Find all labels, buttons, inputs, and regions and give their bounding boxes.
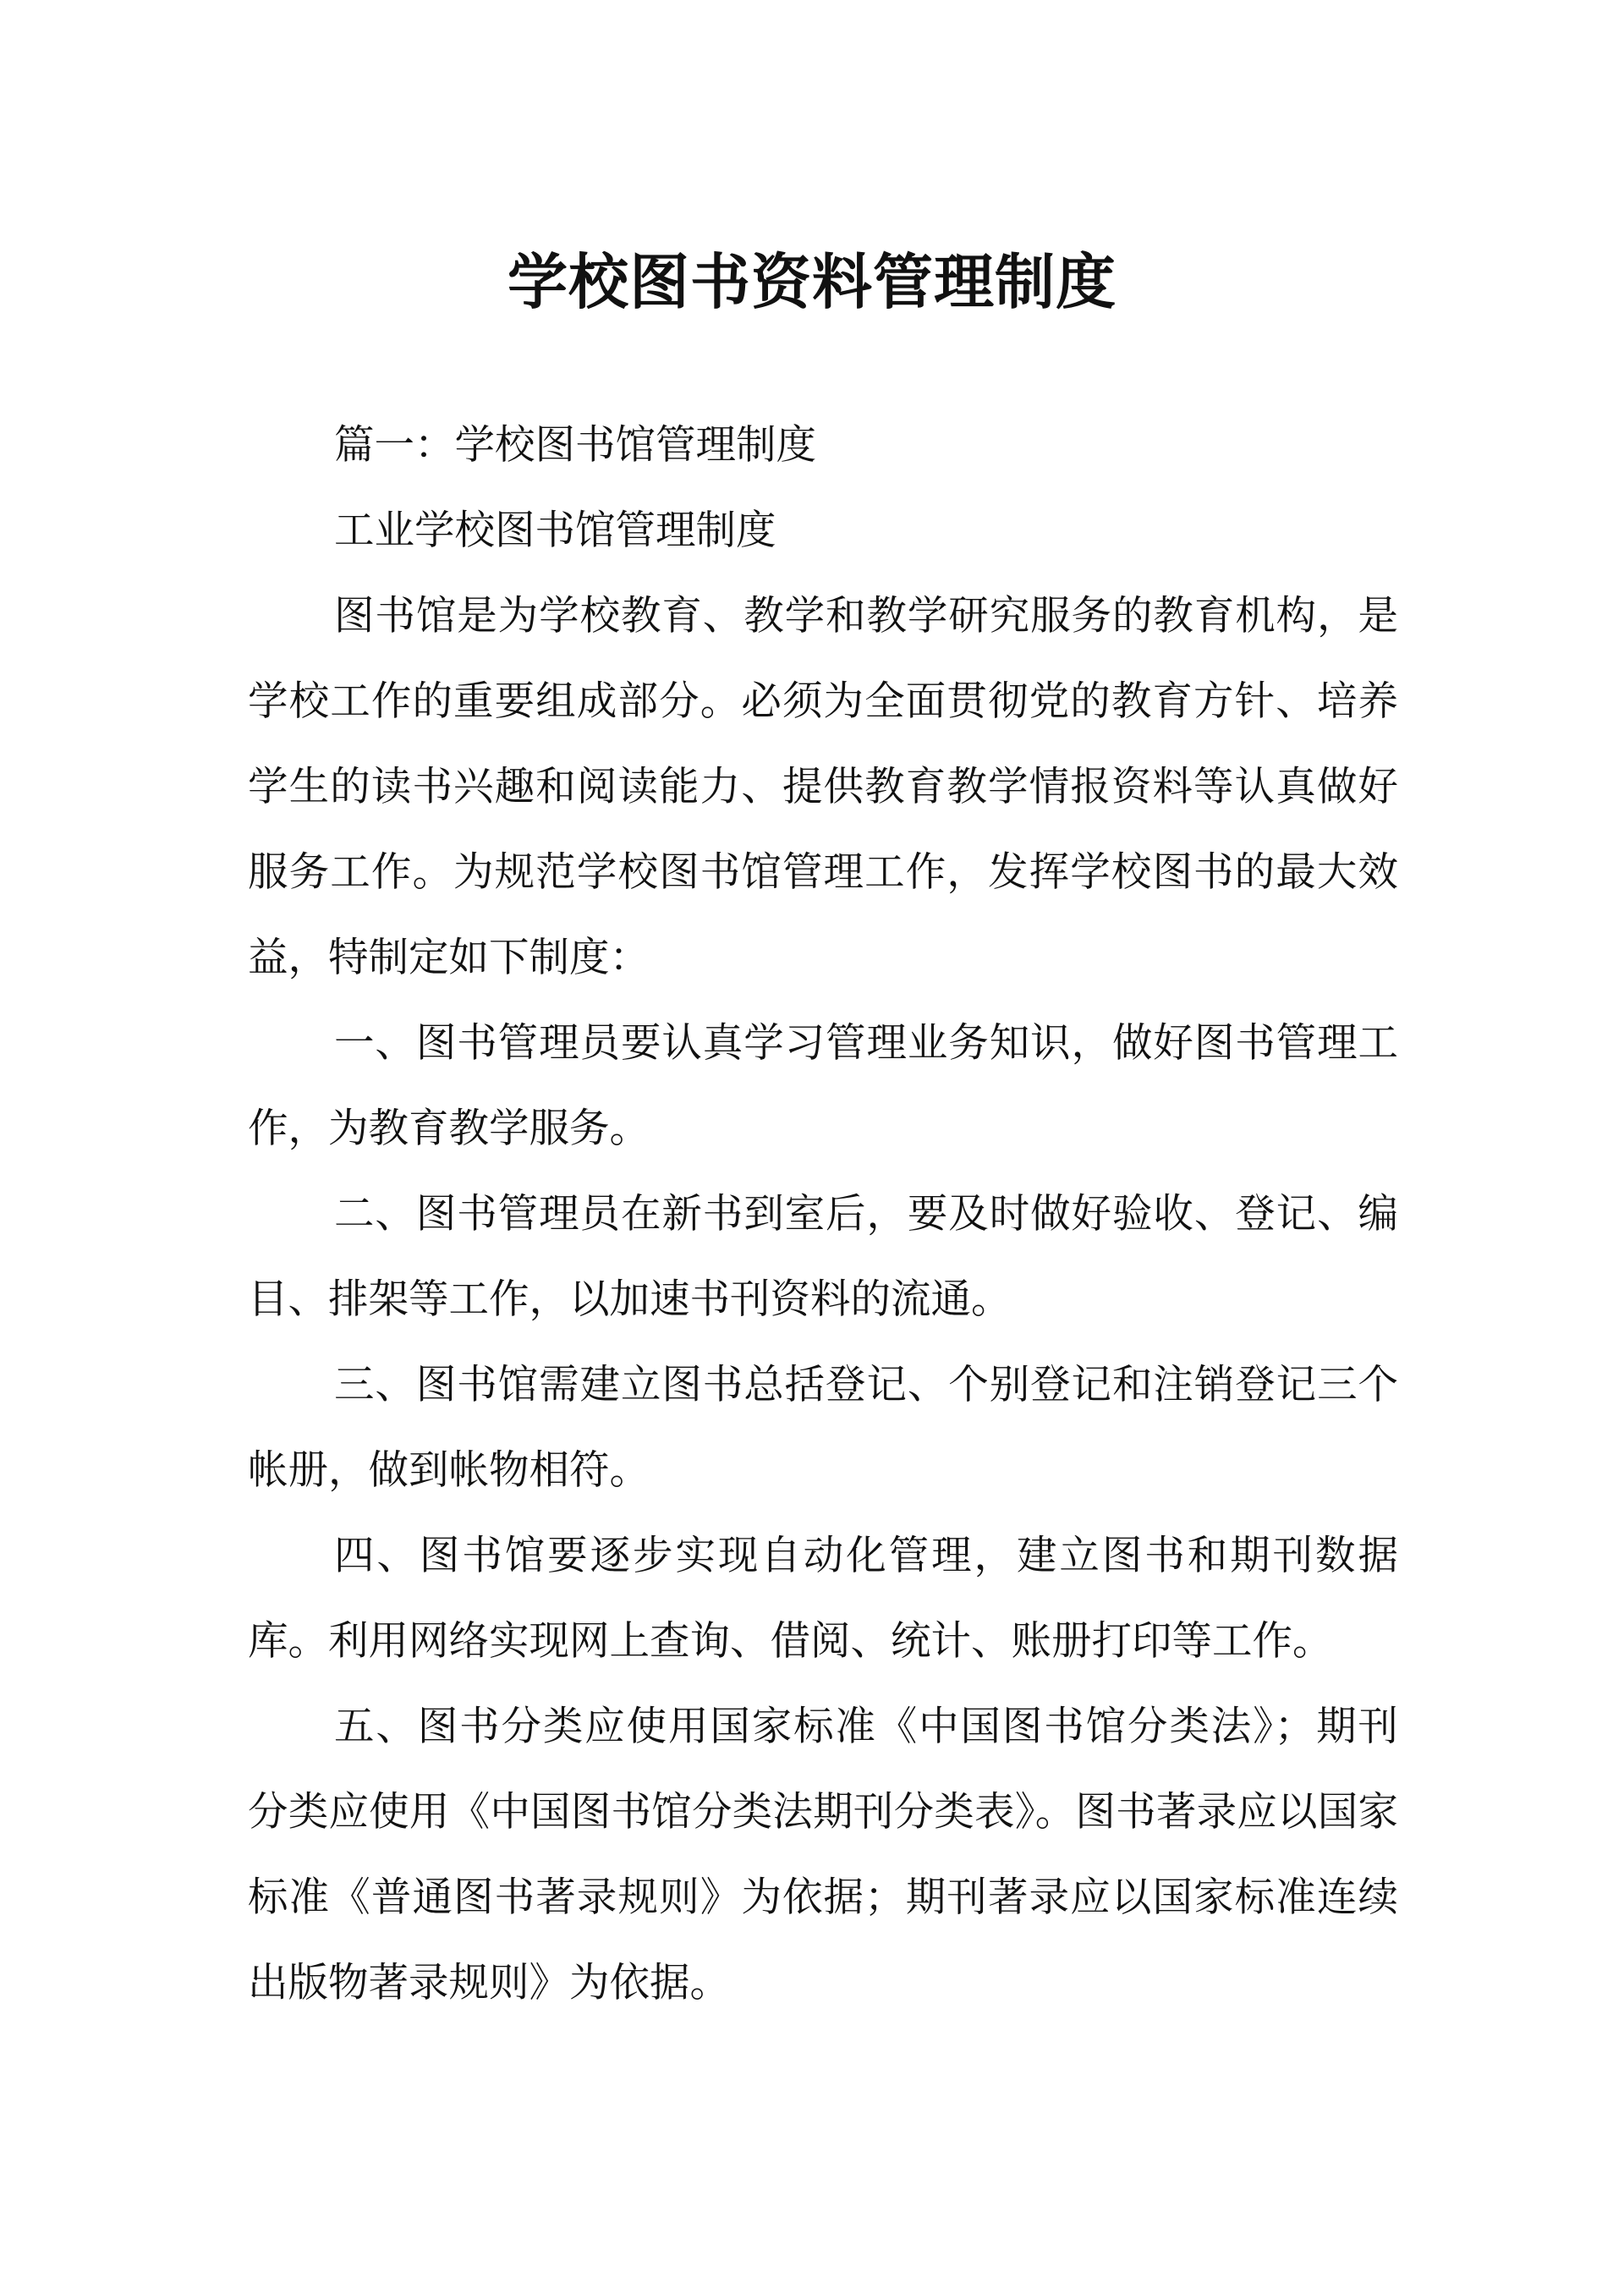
document-title: 学校图书资料管理制度 (507, 246, 1116, 317)
paragraph-rule-1: 一、图书管理员要认真学习管理业务知识，做好图书管理工作，为教育教学服务。 (248, 1020, 1398, 1152)
paragraph-rule-2: 二、图书管理员在新书到室后，要及时做好验收、登记、编目、排架等工作，以加速书刊资料的流通。 (248, 1191, 1398, 1323)
paragraph-rule-3: 三、图书馆需建立图书总括登记、个别登记和注销登记三个帐册，做到帐物相符。 (248, 1362, 1398, 1494)
paragraph-intro: 图书馆是为学校教育、教学和教学研究服务的教育机构，是学校工作的重要组成部分。必须为全面贯彻党的教育方针、培养学生的读书兴趣和阅读能力、提供教育教学情报资料等认真做好服务工作。为规范学校图书馆管理工作，发挥学校图书的最大效益，特制定如下制度： (248, 593, 1398, 981)
document-body (248, 403, 1398, 2026)
paragraph-rule-4: 四、图书馆要逐步实现自动化管理，建立图书和期刊数据库。利用网络实现网上查询、借阅、统计、账册打印等工作。 (248, 1533, 1398, 1665)
paragraph-subtitle: 工业学校图书馆管理制度 (334, 508, 776, 554)
paragraph-rule-5: 五、图书分类应使用国家标准《中国图书馆分类法》；期刊分类应使用《中国图书馆分类法期刊分类表》。图书著录应以国家标准《普通图书著录规则》为依据；期刊著录应以国家标准连续出版物著录规则》为依据。 (248, 1704, 1398, 2006)
paragraph-section-heading: 篇一：学校图书馆管理制度 (334, 422, 816, 469)
